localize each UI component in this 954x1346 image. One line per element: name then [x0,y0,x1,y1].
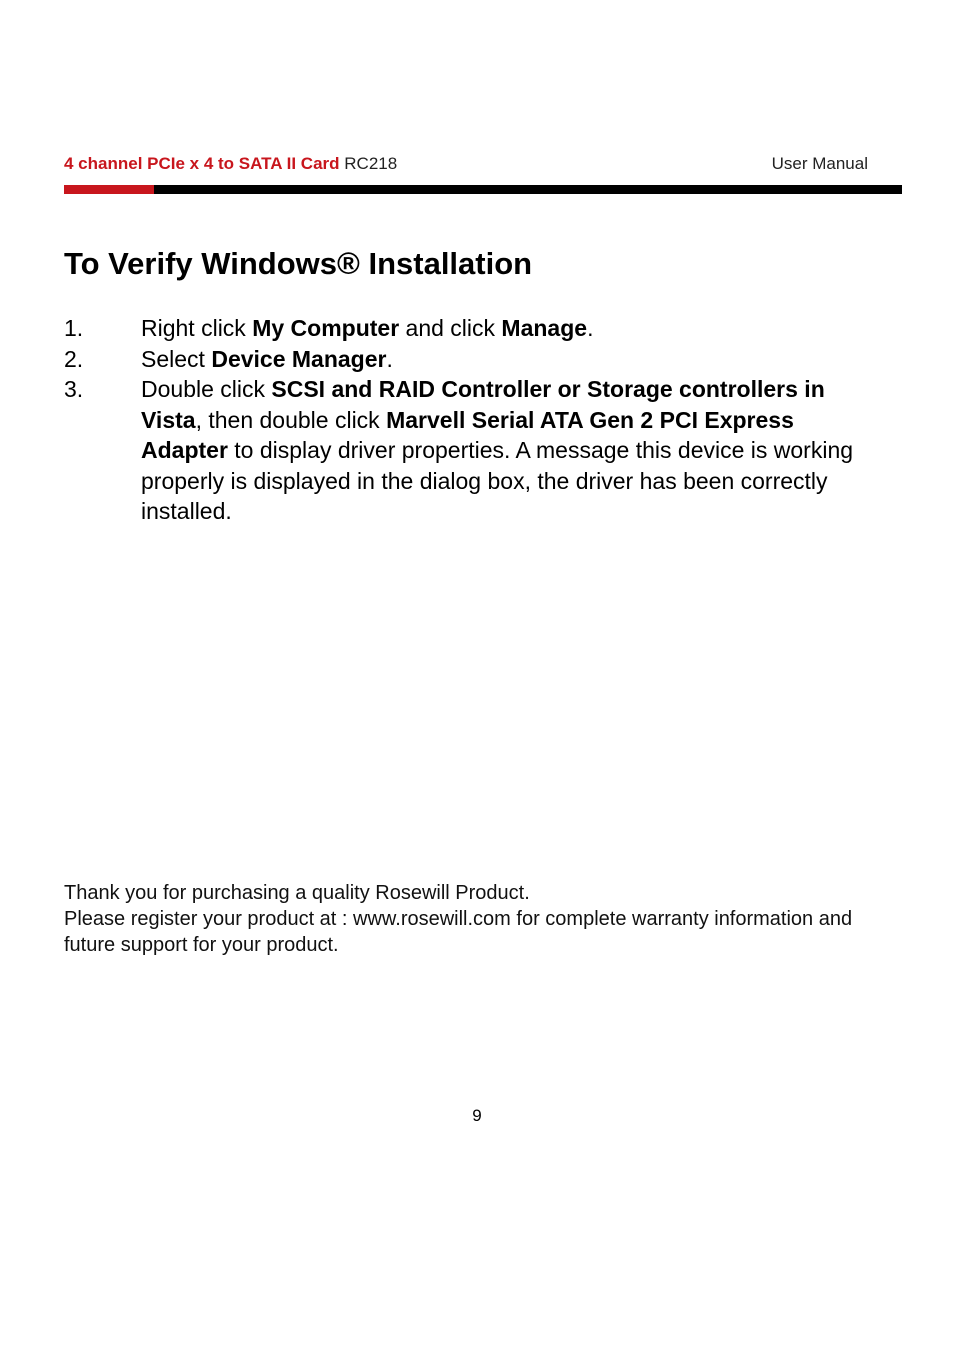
step-text [141,374,884,527]
closing-registration: Please register your product at : www.rosewill.com for complete warranty information and future support for your product. [64,908,853,956]
closing-note [64,880,884,958]
header-model-number: RC218 [344,154,398,173]
header-rule-accent [64,185,154,194]
header-product-name: 4 channel PCIe x 4 to SATA II Card [64,154,340,173]
step-number: 1. [64,315,84,341]
step-text-part: to display driver properties. A message this device is working properly is displayed in the dialog box, the driver has been correctly installed. [141,437,854,524]
step-text-part: . [587,315,594,341]
ui-term-my-computer: My Computer [252,315,400,341]
header-rule-main [154,185,902,194]
header-doc-type: User Manual [771,154,868,173]
list-item-step-1 [64,313,884,344]
step-text-part: Select [141,345,212,372]
step-text [141,344,884,375]
steps-list [64,313,884,527]
step-text [141,313,884,344]
page-number: 9 [472,1106,482,1125]
ui-term-manage: Manage [501,315,588,341]
header-rule [64,185,902,194]
page-title: To Verify Windows® Installation [64,246,533,281]
ui-term-marvell-adapter: Marvell Serial ATA Gen 2 PCI Express Adapter [141,406,794,463]
step-text-part: . [386,345,393,372]
closing-thanks: Thank you for purchasing a quality Rosewill Product. [64,882,530,904]
step-number: 2. [64,345,84,372]
step-text-part: Right click [141,315,253,341]
ui-term-storage-controllers: SCSI and RAID Controller or Storage controllers in Vista [141,376,825,433]
step-text-part: and click [399,315,502,341]
ui-term-device-manager: Device Manager [211,345,387,372]
header-product-line [64,154,397,174]
list-item-step-2 [64,344,884,375]
step-text-part: , then double click [195,406,387,433]
step-text-part: Double click [141,376,272,402]
step-number: 3. [64,376,84,402]
list-item-step-3 [64,374,884,527]
